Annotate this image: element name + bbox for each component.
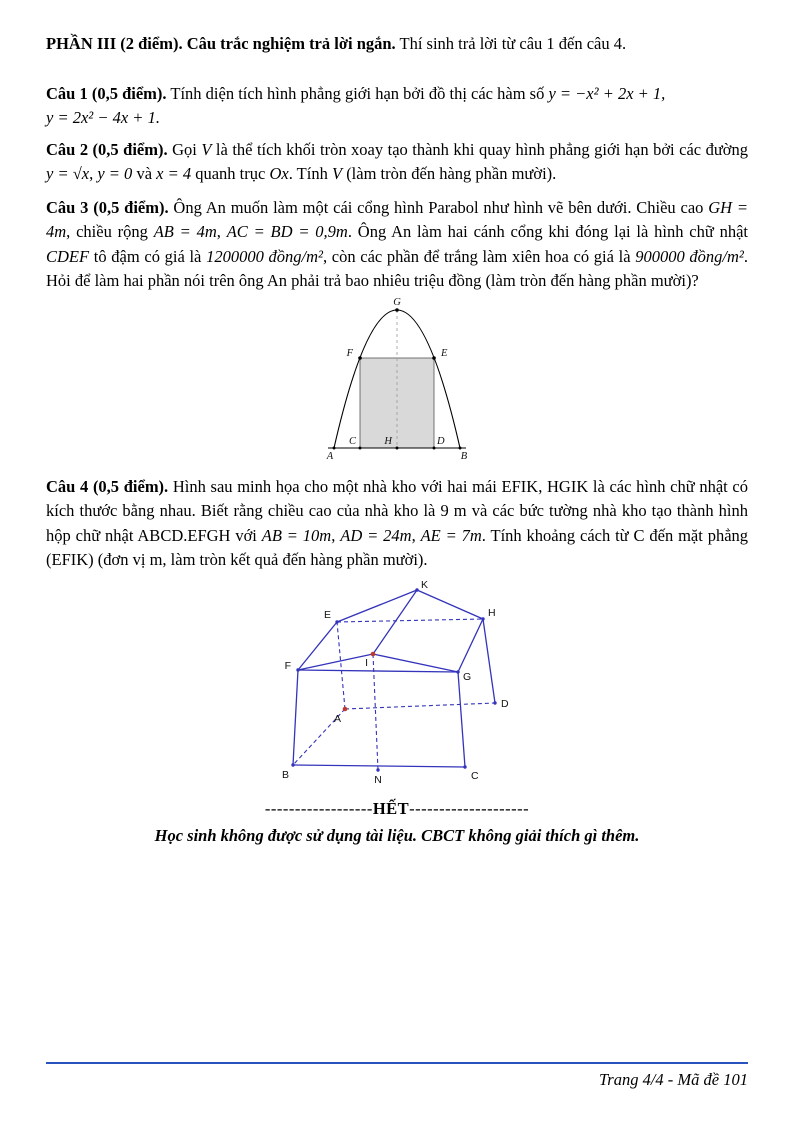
parabola-gate-svg bbox=[322, 298, 472, 463]
point-label-G: G bbox=[462, 670, 471, 683]
point-label-E: E bbox=[441, 347, 448, 359]
warehouse-point-labels bbox=[281, 579, 508, 786]
point-label-D: D bbox=[500, 697, 509, 710]
question-1: Câu 1 (0,5 điểm). Tính diện tích hình phẳng giới hạn bởi đồ thị các hàm số y = −x² + 2x + 1, y = 2x² − 4x + 1. bbox=[46, 83, 666, 127]
end-divider: ------------------HẾT-------------------- bbox=[264, 798, 530, 818]
question-4: Câu 4 (0,5 điểm). Hình sau minh họa cho một nhà kho với hai mái EFIK, HGIK là các hình chữ nhật có kích thước bằng nhau. Biết rằng chiều cao của nhà kho là 9 m và các bức tường nhà kho tạo thành hình hộp chữ nhật ABCD.EFGH với AB = 10m, AD = 24m, AE = 7m. Tính khoảng cách từ C đến mặt phẳng (EFIK) (đơn vị m, làm tròn kết quả đến hàng phần mười). bbox=[46, 476, 749, 569]
warehouse-hidden-edges bbox=[293, 619, 495, 770]
exam-note: Học sinh không được sử dụng tài liệu. CBCT không giải thích gì thêm. bbox=[154, 826, 640, 845]
point-label-K: K bbox=[420, 578, 428, 591]
warehouse-svg bbox=[280, 579, 515, 791]
point-label-F: F bbox=[346, 347, 353, 359]
page-number-label: Trang 4/4 - Mã đề 101 bbox=[599, 1069, 748, 1089]
point-label-G: G bbox=[393, 297, 401, 308]
point-label-A: A bbox=[333, 712, 341, 725]
point-label-H: H bbox=[384, 435, 392, 447]
question-3: Câu 3 (0,5 điểm). Ông An muốn làm một cái cổng hình Parabol như hình vẽ bên dưới. Chiều cao GH = 4m, chiều rộng AB = 4m, AC = BD = 0,9m. Ông An làm hai cánh cổng khi đóng lại là hình chữ nhật CDEF tô đậm có giá là 1200000 đồng/m², còn các phần để trắng làm xiên hoa có giá là 900000 đồng/m². Hỏi để làm hai phần nói trên ông An phải trả bao nhiêu triệu đồng (làm tròn đến hàng phần mười)? bbox=[46, 197, 748, 290]
point-label-B: B bbox=[460, 450, 468, 462]
point-label-B: B bbox=[281, 768, 289, 781]
point-label-D: D bbox=[437, 435, 445, 447]
vertex-A-red-dot bbox=[342, 706, 347, 711]
point-label-H: H bbox=[487, 606, 496, 619]
point-label-F: F bbox=[284, 659, 291, 672]
point-label-N: N bbox=[373, 773, 382, 786]
page-footer bbox=[46, 1062, 748, 1093]
point-label-I: I bbox=[364, 656, 368, 669]
section-header: PHẦN III (2 điểm). Câu trắc nghiệm trả lời ngắn. Thí sinh trả lời từ câu 1 đến câu 4. bbox=[46, 34, 627, 53]
warehouse-figure bbox=[46, 579, 748, 791]
question-2: Câu 2 (0,5 điểm). Gọi V là thể tích khối tròn xoay tạo thành khi quay hình phẳng giới hạn bởi các đường y = √x, y = 0 và x = 4 quanh trục Ox. Tính V (làm tròn đến hàng phần mười). bbox=[46, 139, 749, 183]
vertex-I-red-dot bbox=[370, 651, 375, 656]
point-label-E: E bbox=[323, 608, 331, 621]
parabola-gate-figure bbox=[46, 298, 748, 463]
point-label-C: C bbox=[470, 769, 479, 782]
point-label-C: C bbox=[348, 435, 356, 447]
point-label-A: A bbox=[326, 450, 334, 462]
